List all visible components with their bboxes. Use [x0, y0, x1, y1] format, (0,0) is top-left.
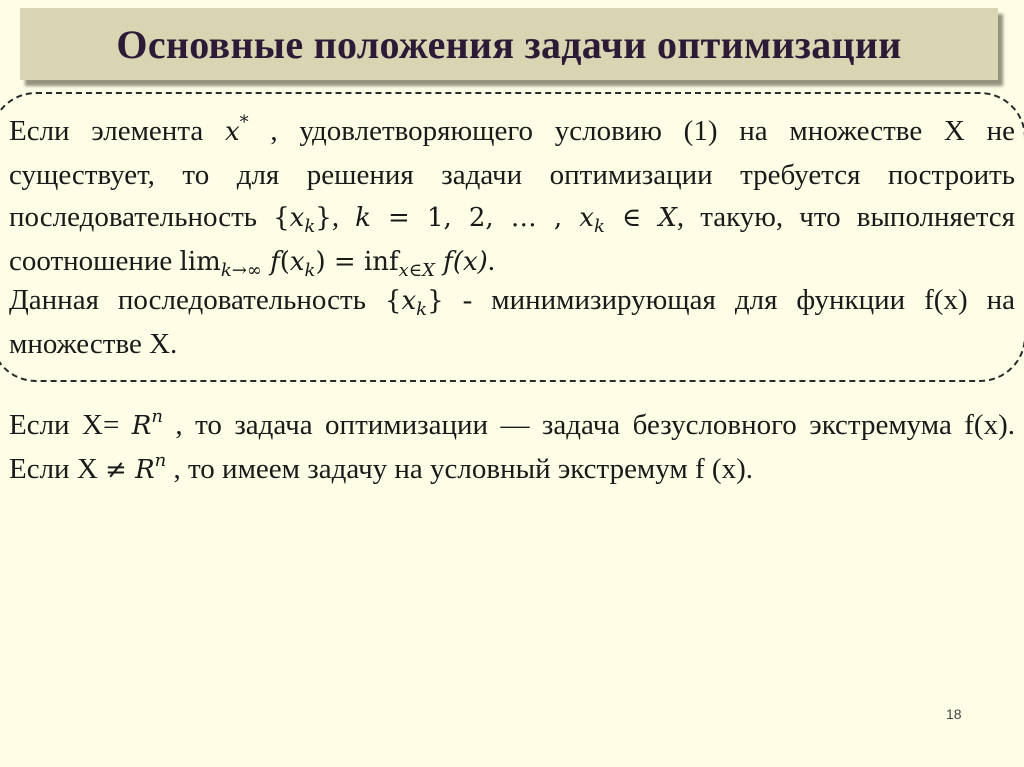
math-X: X — [658, 203, 677, 233]
text: , то имеем задачу на условный экстремум f (x). — [166, 452, 753, 485]
math-sequence: $\{x_k\}$ — [273, 203, 332, 237]
math-neq: ≠ — [105, 454, 127, 485]
math-sequence: $\{x_k\}$ — [384, 286, 444, 320]
math-limit: $\lim_{k\to\infty} f(x_k) = inf_{x\in X}$ f(x) — [179, 246, 488, 281]
math-in: ∈ — [604, 203, 659, 233]
math-Rn: $R^n$ — [126, 449, 167, 485]
text: . — [487, 244, 496, 277]
page-number: 18 — [946, 706, 962, 722]
paragraph-1 — [9, 110, 1015, 283]
text: , — [331, 201, 356, 233]
paragraph-3 — [9, 404, 1015, 491]
title-bar — [20, 8, 998, 80]
math-Rn: $R^n$ — [131, 406, 163, 441]
math-x-star: x* — [224, 112, 249, 147]
text: , такую, что выполняется соотношение — [9, 201, 1016, 277]
slide-title: Основные положения задачи оптимизации — [116, 21, 902, 67]
math-k: k — [355, 203, 371, 233]
text: Если X= — [9, 409, 132, 441]
math-xk: $x_k$ — [579, 203, 605, 237]
text: Если элемента — [9, 115, 225, 147]
text: - минимизирующая для функции f(x) на множестве X. — [9, 284, 1015, 360]
text: Данная последовательность — [9, 284, 385, 316]
paragraph-2 — [9, 279, 1015, 365]
math-k-values: = 1, 2, … , — [370, 203, 580, 233]
text: , то задача оптимизации — задача безусловного экстремума f(x). Если X — [9, 409, 1015, 485]
text: , удовлетворяющего условию (1) на множестве X не существует, то для решения задачи оптимизации требуется построить последовательность — [9, 115, 1015, 233]
